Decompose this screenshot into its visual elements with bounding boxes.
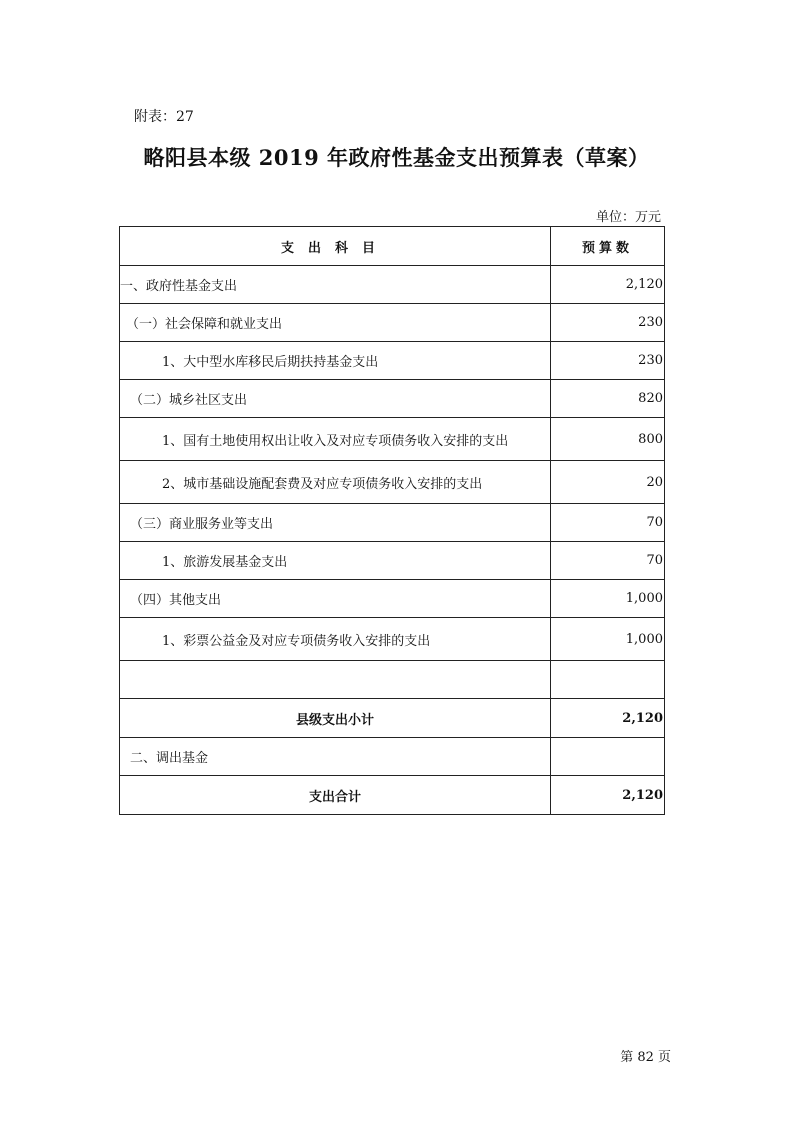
row-label: 支出合计 [120, 776, 551, 815]
header-subject: 支出科目 [120, 227, 551, 266]
row-amount: 820 [551, 380, 665, 418]
table-row [120, 380, 665, 418]
row-amount: 230 [551, 304, 665, 342]
table-row [120, 418, 665, 461]
row-amount: 2,120 [551, 699, 665, 738]
table-row [120, 304, 665, 342]
budget-table [119, 226, 665, 815]
row-label: 1、国有土地使用权出让收入及对应专项债务收入安排的支出 [120, 418, 551, 461]
row-label: （二）城乡社区支出 [120, 380, 551, 418]
row-amount: 2,120 [551, 266, 665, 304]
row-amount: 2,120 [551, 776, 665, 815]
row-amount [551, 661, 665, 699]
header-amount: 预算数 [551, 227, 665, 266]
row-amount: 70 [551, 504, 665, 542]
table-row [120, 504, 665, 542]
row-amount: 1,000 [551, 618, 665, 661]
table-row [120, 342, 665, 380]
table-row [120, 542, 665, 580]
attachment-label: 附表：27 [134, 109, 194, 125]
total-row [120, 776, 665, 815]
table-row [120, 266, 665, 304]
table-row [120, 618, 665, 661]
unit-label: 单位：万元 [595, 210, 661, 225]
row-label: 一、政府性基金支出 [120, 266, 551, 304]
table-row [120, 580, 665, 618]
table-row [120, 461, 665, 504]
row-amount: 800 [551, 418, 665, 461]
row-amount: 20 [551, 461, 665, 504]
row-amount [551, 738, 665, 776]
row-label: 1、大中型水库移民后期扶持基金支出 [120, 342, 551, 380]
subtotal-row [120, 699, 665, 738]
row-label: （三）商业服务业等支出 [120, 504, 551, 542]
row-label: 1、旅游发展基金支出 [120, 542, 551, 580]
row-label: 二、调出基金 [120, 738, 551, 776]
row-label: （一）社会保障和就业支出 [120, 304, 551, 342]
row-amount: 70 [551, 542, 665, 580]
table-header-row [120, 227, 665, 266]
row-label: 县级支出小计 [120, 699, 551, 738]
row-label: （四）其他支出 [120, 580, 551, 618]
page-title: 略阳县本级 2019 年政府性基金支出预算表（草案） [143, 145, 650, 170]
table-row-empty [120, 661, 665, 699]
row-label: 2、城市基础设施配套费及对应专项债务收入安排的支出 [120, 461, 551, 504]
page-number: 第 82 页 [620, 1050, 671, 1065]
row-label [120, 661, 551, 699]
table-row [120, 738, 665, 776]
row-amount: 1,000 [551, 580, 665, 618]
row-amount: 230 [551, 342, 665, 380]
row-label: 1、彩票公益金及对应专项债务收入安排的支出 [120, 618, 551, 661]
